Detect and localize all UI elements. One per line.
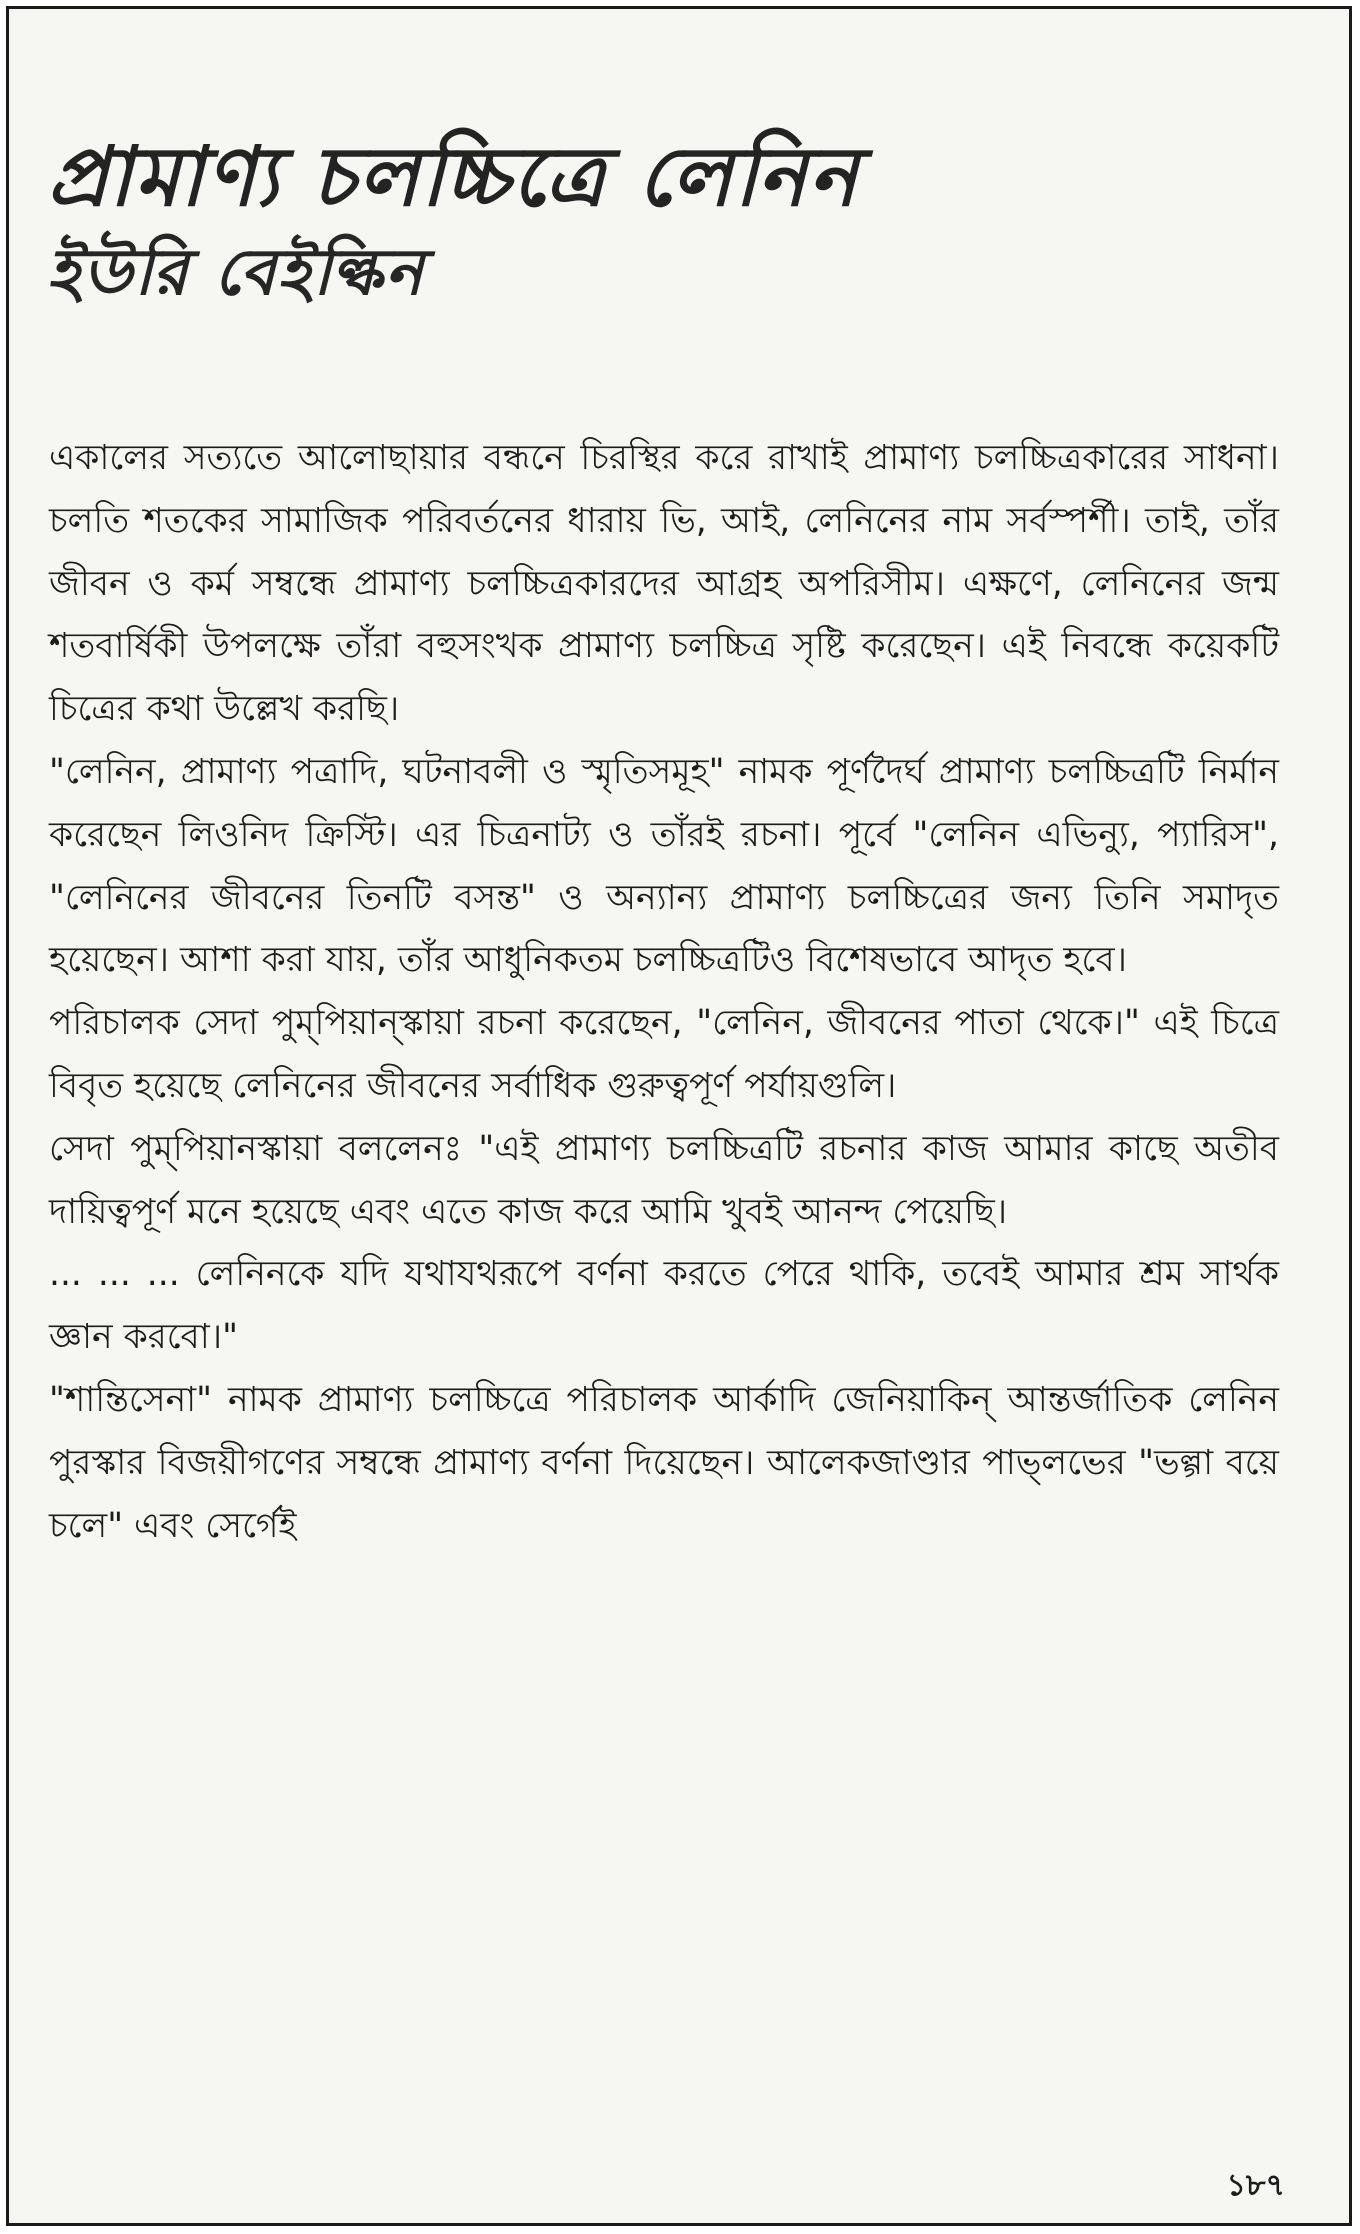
paragraph: সেদা পুম্‌পিয়ানস্কায়া বললেনঃ "এই প্রামাণ্য চলচ্চিত্রটি রচনার কাজ আমার কাছে অতীব দায়িত্বপূর্ণ মনে হয়েছে এবং এতে কাজ করে আমি খুবই আনন্দ পেয়েছি। [49,1128,1279,1232]
article-author: ইউরি বেইল্কিন [47,235,425,310]
article-body [49,427,1279,1557]
paragraph: ... ... ... লেনিনকে যদি যথাযথরূপে বর্ণনা করতে পেরে থাকি, তবেই আমার শ্রম সার্থক জ্ঞান করবো।" [49,1254,1279,1358]
paragraph: পরিচালক সেদা পুম্‌পিয়ান্‌স্কায়া রচনা করেছেন, "লেনিন, জীবনের পাতা থেকে।" এই চিত্রে বিবৃত হয়েছে লেনিনের জীবনের সর্বাধিক গুরুত্বপূর্ণ পর্যায়গুলি। [49,1003,1279,1106]
article-title: প্রামাণ্য চলচ্চিত্রে লেনিন [47,129,860,225]
paragraph: একালের সত্যতে আলোছায়ার বন্ধনে চিরস্থির করে রাখাই প্রামাণ্য চলচ্চিত্রকারের সাধনা। চলতি শতকের সামাজিক পরিবর্তনের ধারায় ভি, আই, লেনিনের নাম সর্বস্পর্শী। তাই, তাঁর জীবন ও কর্ম সম্বন্ধে প্রামাণ্য চলচ্চিত্রকারদের আগ্রহ অপরিসীম। এক্ষণে, লেনিনের জন্ম শতবার্ষিকী উপলক্ষে তাঁরা বহুসংখক প্রামাণ্য চলচ্চিত্র সৃষ্টি করেছেন। এই নিবন্ধে কয়েকটি চিত্রের কথা উল্লেখ করছি। [49,438,1279,730]
paragraph: "লেনিন, প্রামাণ্য পত্রাদি, ঘটনাবলী ও স্মৃতিসমূহ" নামক পূর্ণদৈর্ঘ প্রামাণ্য চলচ্চিত্রটি নির্মান করেছেন লিওনিদ ক্রিস্টি। এর চিত্রনাট্য ও তাঁরই রচনা। পূর্বে "লেনিন এভিন্যু, প্যারিস", "লেনিনের জীবনের তিনটি বসন্ত" ও অন্যান্য প্রামাণ্য চলচ্চিত্রের জন্য তিনি সমাদৃত হয়েছেন। আশা করা যায়, তাঁর আধুনিকতম চলচ্চিত্রটিও বিশেষভাবে আদৃত হবে। [49,751,1279,981]
title-block [47,127,1047,315]
document-page [6,6,1352,2226]
paragraph: "শান্তিসেনা" নামক প্রামাণ্য চলচ্চিত্রে পরিচালক আর্কাদি জেনিয়াকিন্ আন্তর্জাতিক লেনিন পুরস্কার বিজয়ীগণের সম্বন্ধে প্রামাণ্য বর্ণনা দিয়েছেন। আলেকজাণ্ডার পাভ্‌লভের "ভল্গা বয়ে চলে" এবং সের্গেই [49,1379,1279,1546]
page-number: ১৮৭ [1226,2168,1285,2203]
